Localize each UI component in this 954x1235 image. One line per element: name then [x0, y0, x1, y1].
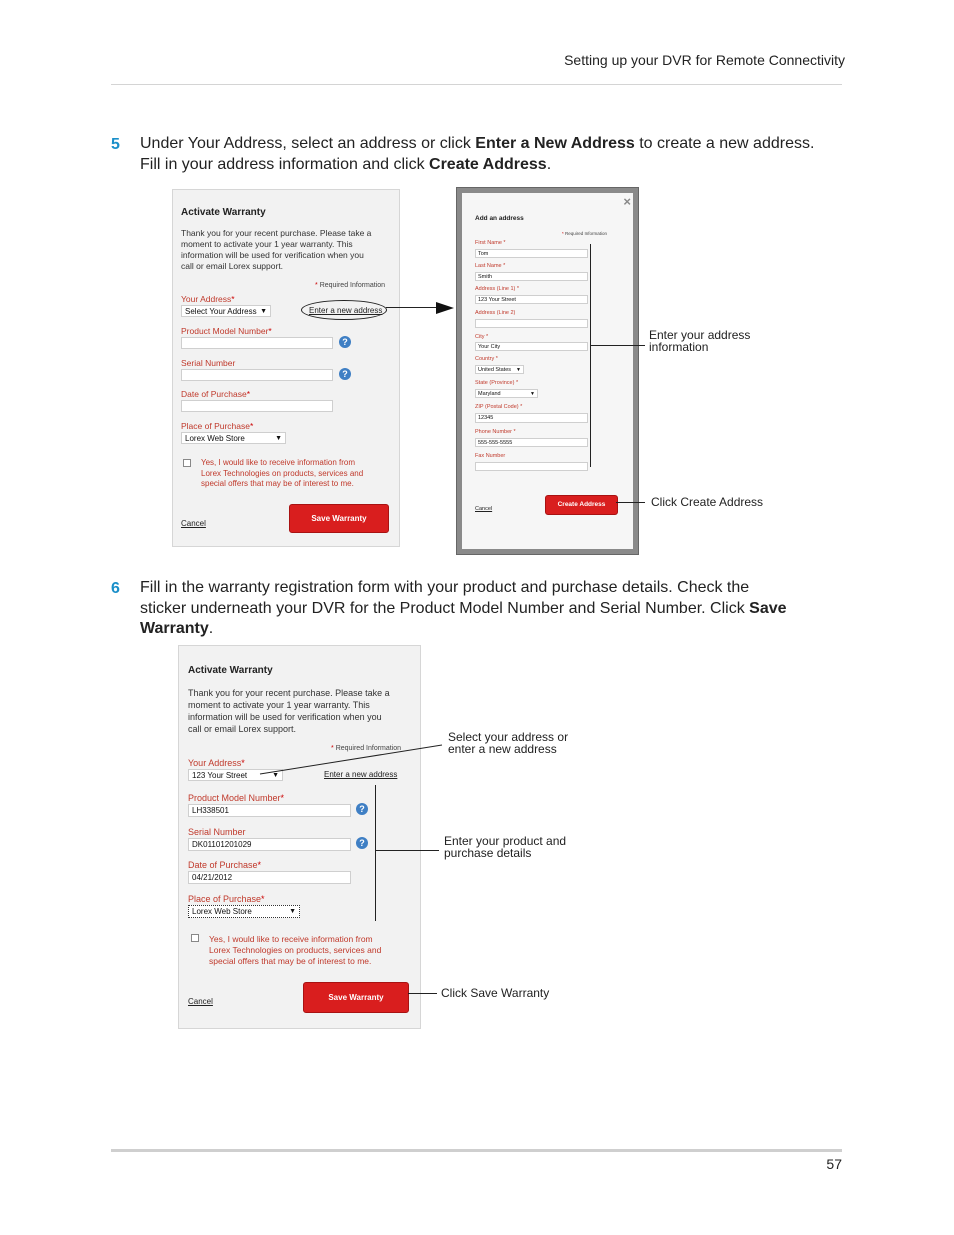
callout-click-save: Click Save Warranty: [441, 986, 550, 1000]
chevron-down-icon: ▼: [289, 908, 296, 915]
chevron-down-icon: ▼: [272, 772, 279, 779]
arrow-right-icon: [436, 302, 454, 314]
required-note: * Required Information: [331, 745, 402, 752]
running-header: Setting up your DVR for Remote Connectivity: [564, 52, 845, 68]
connector-line: [375, 850, 439, 851]
model-label: Product Model Number*: [188, 793, 285, 803]
connector-line: [616, 502, 645, 503]
last-name-label: Last Name *: [475, 263, 506, 269]
save-warranty-button[interactable]: Save Warranty: [289, 504, 389, 533]
date-input[interactable]: 04/21/2012: [188, 871, 351, 884]
address1-input[interactable]: 123 Your Street: [475, 295, 588, 304]
first-name-label: First Name *: [475, 240, 506, 246]
date-label: Date of Purchase*: [181, 389, 250, 399]
enter-new-address-link[interactable]: Enter a new address: [324, 770, 398, 779]
address2-input[interactable]: [475, 319, 588, 328]
date-label: Date of Purchase*: [188, 860, 262, 870]
connector-line: [386, 307, 438, 308]
step-6-number: 6: [111, 580, 120, 597]
state-select[interactable]: Maryland ▼: [475, 389, 538, 398]
callout-enter-address: Enter your address information: [649, 328, 751, 354]
serial-input[interactable]: [181, 369, 333, 381]
optin-checkbox[interactable]: [191, 934, 199, 942]
city-label: City *: [475, 334, 489, 340]
country-select[interactable]: United States ▼: [475, 365, 524, 374]
enter-new-address-link[interactable]: Enter a new address: [309, 306, 383, 315]
zip-input[interactable]: 12345: [475, 413, 588, 423]
chevron-down-icon: ▼: [516, 367, 521, 373]
cancel-link[interactable]: Cancel: [475, 506, 493, 512]
step-5-text: Under Your Address, select an address or click Enter a New Address to create a new address. Fill in your address information and click Create Address.: [140, 135, 815, 173]
first-name-input[interactable]: Tom: [475, 249, 588, 258]
help-icon[interactable]: ?: [339, 368, 351, 380]
header-rule: [111, 84, 842, 85]
phone-input[interactable]: 555-555-5555: [475, 438, 588, 447]
place-label: Place of Purchase*: [181, 421, 254, 431]
place-label: Place of Purchase*: [188, 894, 265, 904]
help-icon[interactable]: ?: [356, 803, 368, 815]
form-title: Activate Warranty: [188, 665, 273, 676]
country-label: Country *: [475, 356, 498, 362]
serial-input[interactable]: DK01101201029: [188, 838, 351, 851]
model-input[interactable]: [181, 337, 333, 349]
address2-label: Address (Line 2): [475, 310, 516, 316]
highlight-ellipse: [301, 300, 387, 320]
optin-text: Yes, I would like to receive information from Lorex Technologies on products, services and special offers that may be of interest to me.: [201, 458, 364, 488]
form-intro: Thank you for your recent purchase. Please take a moment to activate your 1 year warranty. This information will be used for verification when you call or email Lorex support.: [188, 688, 390, 734]
address-label: Your Address*: [188, 758, 245, 768]
help-icon[interactable]: ?: [356, 837, 368, 849]
model-label: Product Model Number*: [181, 326, 272, 336]
connector-line: [590, 345, 645, 346]
address-dialog-screenshot: [456, 187, 639, 555]
callout-click-create: Click Create Address: [651, 495, 764, 509]
filled-warranty-form-screenshot: [178, 645, 421, 1029]
callout-select-address: Select your address or enter a new address: [448, 730, 569, 756]
fax-label: Fax Number: [475, 453, 506, 459]
step-5-number: 5: [111, 136, 120, 153]
bracket-line: [375, 785, 376, 921]
address-dialog-body: [462, 193, 633, 549]
chevron-down-icon: ▼: [530, 391, 535, 397]
create-address-button[interactable]: Create Address: [545, 495, 618, 515]
address-select[interactable]: 123 Your Street ▼: [188, 769, 283, 781]
chevron-down-icon: ▼: [260, 308, 267, 315]
place-select[interactable]: Lorex Web Store ▼: [188, 905, 300, 918]
form-title: Activate Warranty: [181, 207, 266, 218]
cancel-link[interactable]: Cancel: [188, 997, 213, 1006]
cancel-link[interactable]: Cancel: [181, 519, 206, 528]
last-name-input[interactable]: Smith: [475, 272, 588, 281]
warranty-form-screenshot: [172, 189, 400, 547]
bracket-line: [590, 244, 591, 467]
optin-text: Yes, I would like to receive information from Lorex Technologies on products, services and special offers that may be of interest to me.: [209, 934, 382, 966]
save-warranty-button[interactable]: Save Warranty: [303, 982, 409, 1013]
address-label: Your Address*: [181, 294, 235, 304]
optin-checkbox[interactable]: [183, 459, 191, 467]
callout-enter-product: Enter your product and purchase details: [444, 834, 567, 860]
chevron-down-icon: ▼: [275, 435, 282, 442]
city-input[interactable]: Your City: [475, 342, 588, 351]
address-select[interactable]: Select Your Address ▼: [181, 305, 271, 317]
required-note: * Required Information: [315, 282, 386, 289]
step-6-text: Fill in the warranty registration form with your product and purchase details. Check the sticker underneath your DVR for the Product Model Number and Serial Number. Click Save Warranty.: [140, 579, 787, 637]
close-icon[interactable]: ×: [623, 194, 631, 209]
form-intro: Thank you for your recent purchase. Please take a moment to activate your 1 year warranty. This information will be used for verification when you call or email Lorex support.: [181, 228, 372, 271]
required-note: * Required Information: [562, 231, 608, 236]
footer-rule: [111, 1149, 842, 1152]
address1-label: Address (Line 1) *: [475, 286, 520, 292]
state-label: State (Province) *: [475, 380, 519, 386]
serial-label: Serial Number: [181, 358, 236, 368]
zip-label: ZIP (Postal Code) *: [475, 404, 523, 410]
callout-diagonal-line: [255, 740, 450, 780]
date-input[interactable]: [181, 400, 333, 412]
page-number: 57: [826, 1156, 842, 1172]
serial-label: Serial Number: [188, 827, 246, 837]
fax-input[interactable]: [475, 462, 588, 471]
place-select[interactable]: Lorex Web Store ▼: [181, 432, 286, 444]
dialog-title: Add an address: [475, 215, 524, 222]
connector-line: [408, 993, 437, 994]
phone-label: Phone Number *: [475, 429, 516, 435]
help-icon[interactable]: ?: [339, 336, 351, 348]
model-input[interactable]: LH338501: [188, 804, 351, 817]
